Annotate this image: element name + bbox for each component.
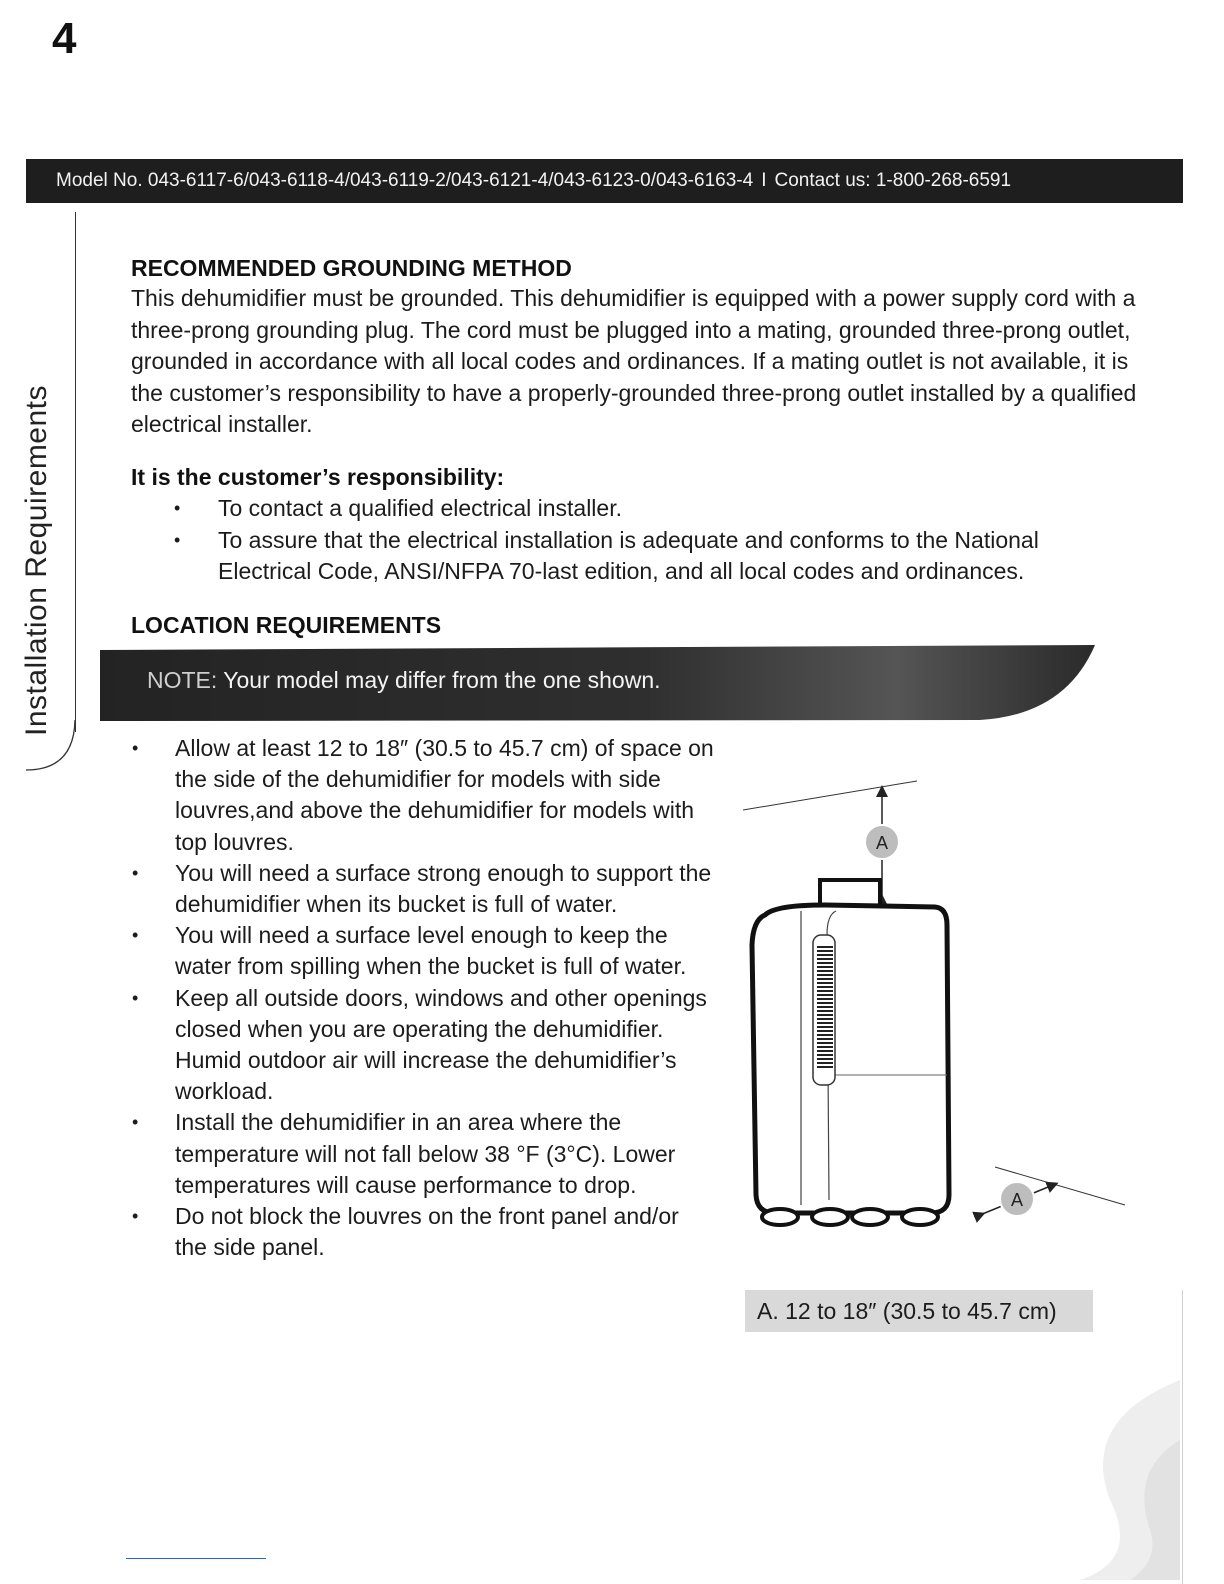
contact-phone: Contact us: 1-800-268-6591 bbox=[774, 170, 1012, 191]
diagram-caption: A. 12 to 18″ (30.5 to 45.7 cm) bbox=[745, 1290, 1093, 1332]
bullet-icon: • bbox=[132, 738, 139, 758]
list-item: • Install the dehumidifier in an area where the temperature will not fall below 38 °F (3°C). Lower temperatures will cause performance to drop. bbox=[132, 1109, 676, 1198]
bullet-icon: • bbox=[132, 1112, 139, 1133]
right-edge-line bbox=[1182, 1290, 1183, 1584]
top-marker-label: A bbox=[875, 833, 889, 853]
left-divider bbox=[75, 212, 76, 732]
header-bar bbox=[26, 159, 1183, 203]
location-list bbox=[132, 733, 715, 1263]
grounding-title: RECOMMENDED GROUNDING METHOD bbox=[131, 255, 572, 281]
model-numbers: Model No. 043-6117-6/043-6118-4/043-6119-2/043-6121-4/043-6123-0/043-6163-4 bbox=[56, 170, 754, 191]
side-marker-label: A bbox=[1010, 1190, 1024, 1210]
bullet-icon: • bbox=[132, 925, 139, 946]
list-item: • Do not block the louvres on the front panel and/or the side panel. bbox=[132, 1203, 679, 1261]
list-item: • To contact a qualified electrical installer. bbox=[218, 493, 1138, 525]
note-text bbox=[147, 667, 661, 694]
list-item: • You will need a surface level enough to keep the water from spilling when the bucket is full of water. bbox=[132, 922, 687, 980]
bullet-icon: • bbox=[132, 987, 139, 1008]
side-tab-label: Installation Requirements bbox=[20, 384, 53, 736]
list-item: • To assure that the electrical installation is adequate and conforms to the National Electrical Code, ANSI/NFPA 70-last edition, and all local codes and ordinances. bbox=[174, 526, 1039, 584]
note-message: Your model may differ from the one shown. bbox=[223, 667, 661, 693]
list-item: • You will need a surface strong enough to support the dehumidifier when its bucket is full of water. bbox=[132, 859, 712, 918]
list-item: • Keep all outside doors, windows and other openings closed when you are operating the dehumidifier. Humid outdoor air will increase the dehumidifier’s workload. bbox=[132, 984, 707, 1105]
dehumidifier-clearance-diagram bbox=[735, 775, 1135, 1245]
location-title: LOCATION REQUIREMENTS bbox=[131, 612, 442, 638]
bullet-icon: • bbox=[174, 498, 181, 518]
dehumidifier-unit bbox=[752, 880, 949, 1225]
responsibility-list bbox=[174, 493, 1138, 588]
decorative-swirl bbox=[1020, 1360, 1180, 1580]
bullet-icon: • bbox=[132, 1206, 139, 1227]
footer-rule bbox=[126, 1558, 266, 1559]
bullet-icon: • bbox=[132, 862, 139, 883]
top-clearance-line bbox=[743, 781, 917, 810]
note-label: NOTE: bbox=[147, 667, 218, 693]
grounding-paragraph: This dehumidifier must be grounded. This dehumidifier is equipped with a power supply cord with a three-prong grounding plug. The cord must be plugged into a mating, grounded three-prong outlet, grounded in accordance with all local codes and ordinances. If a mating outlet is not available, it is the customer’s responsibility to have a properly-grounded three-prong outlet installed by a qualified electrical installer. bbox=[131, 285, 1137, 437]
page-number: 4 bbox=[52, 14, 77, 63]
responsibility-title: It is the customer’s responsibility: bbox=[131, 464, 505, 490]
header-separator: I bbox=[761, 170, 767, 191]
list-item: • Allow at least 12 to 18″ (30.5 to 45.7 cm) of space on the side of the dehumidifier for models with side louvres,and above the dehumidifier for models with top louvres. bbox=[132, 735, 714, 855]
bullet-icon: • bbox=[174, 529, 181, 550]
